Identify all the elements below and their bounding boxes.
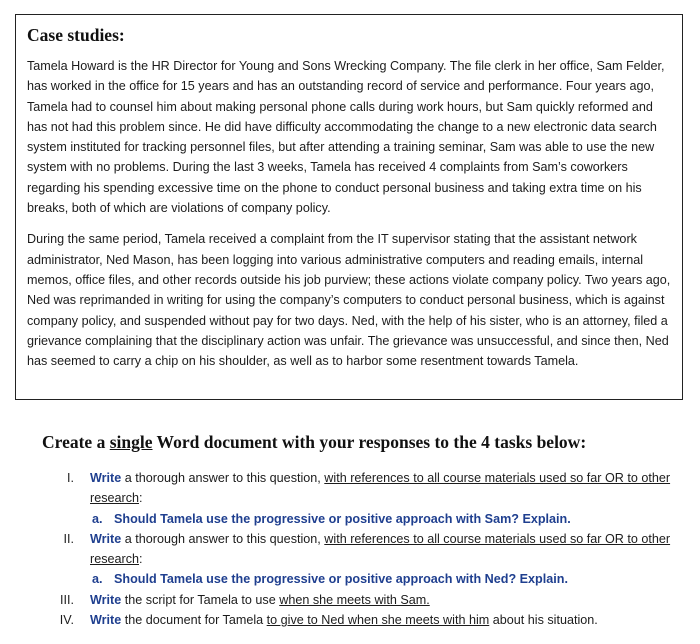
- task-number: III.: [60, 592, 74, 607]
- task-item: [42, 590, 672, 610]
- task-underlined-text: with references to all course materials used so far OR to other research: [90, 531, 671, 567]
- task-text-end: :: [139, 491, 143, 506]
- task-underlined-text: with references to all course materials used so far OR to other research: [90, 471, 671, 506]
- subquestion-letter: a.: [92, 572, 103, 587]
- case-studies-box: [15, 14, 683, 400]
- task-verb: Write: [90, 471, 122, 485]
- task-text: a thorough answer to this question,: [121, 471, 325, 485]
- tasks-heading-emphasis: single: [109, 432, 153, 452]
- task-item: [42, 529, 672, 570]
- case-paragraph-ned: During the same period, Tamela received a complaint from the IT supervisor stating that the assistant network administrator, Ned Mason, has been logging into various administrative computers and reading emails, internal memos, office files, and other records outside his job purview; these actions violate company policy. Two years ago, Ned was reprimanded in writing for using the company’s computers to conduct personal business, which is against company policy, and suspended without pay for two days. Ned, with the help of his sister, who is an attorney, filed a grievance complaining that the disciplinary action was unfair. The grievance was unsuccessful, and since then, Ned has seemed to carry a chip on his shoulder, as well as to harbor some resentment towards Tamela.: [27, 232, 671, 369]
- task-verb: Write: [90, 613, 122, 628]
- subquestion-text: Should Tamela use the progressive or positive approach with Ned? Explain.: [114, 572, 568, 587]
- task-text-end: :: [139, 552, 143, 567]
- task-text: the document for Tamela: [121, 613, 267, 628]
- task-text: a thorough answer to this question,: [121, 531, 325, 546]
- subquestion-letter: a.: [92, 511, 103, 526]
- task-item: [42, 468, 672, 509]
- task-number: I.: [67, 471, 74, 485]
- subquestion-text: Should Tamela use the progressive or positive approach with Sam? Explain.: [114, 511, 571, 526]
- case-paragraph-sam: Tamela Howard is the HR Director for Young and Sons Wrecking Company. The file clerk in her office, Sam Felder, has worked in the office for 15 years and has an outstanding record of service and performance. Four years ago, Tamela had to counsel him about making personal phone calls during work hours, but Sam quickly reformed and has not had this problem since. He did have difficulty accommodating the change to a new electronic data search system instituted for tracking personnel files, but after attending a training seminar, Sam was able to use the new system with no problems. During the last 3 weeks, Tamela has received 4 complaints from Sam’s coworkers regarding his spending excessive time on the phone to conduct personal business and taking extra time on his breaks, both of which are violations of company policy.: [27, 59, 665, 216]
- task-number: II.: [63, 531, 74, 546]
- tasks-heading-after: Word document with your responses to the 4 tasks below:: [152, 432, 587, 452]
- task-list: [42, 468, 672, 630]
- task-underlined-text: when she meets with Sam.: [279, 592, 430, 607]
- task-subquestion: [42, 569, 672, 589]
- task-subquestion: [42, 509, 672, 529]
- task-underlined-text: to give to Ned when she meets with him: [266, 613, 490, 628]
- task-text-end: about his situation.: [489, 613, 598, 628]
- task-item: [42, 610, 672, 630]
- task-verb: Write: [90, 531, 122, 546]
- task-text: the script for Tamela to use: [121, 592, 280, 607]
- tasks-heading: [42, 432, 586, 453]
- task-verb: Write: [90, 592, 122, 607]
- tasks-heading-before: Create a: [42, 432, 110, 452]
- task-number: IV.: [59, 613, 74, 628]
- case-studies-title: Case studies:: [27, 25, 125, 45]
